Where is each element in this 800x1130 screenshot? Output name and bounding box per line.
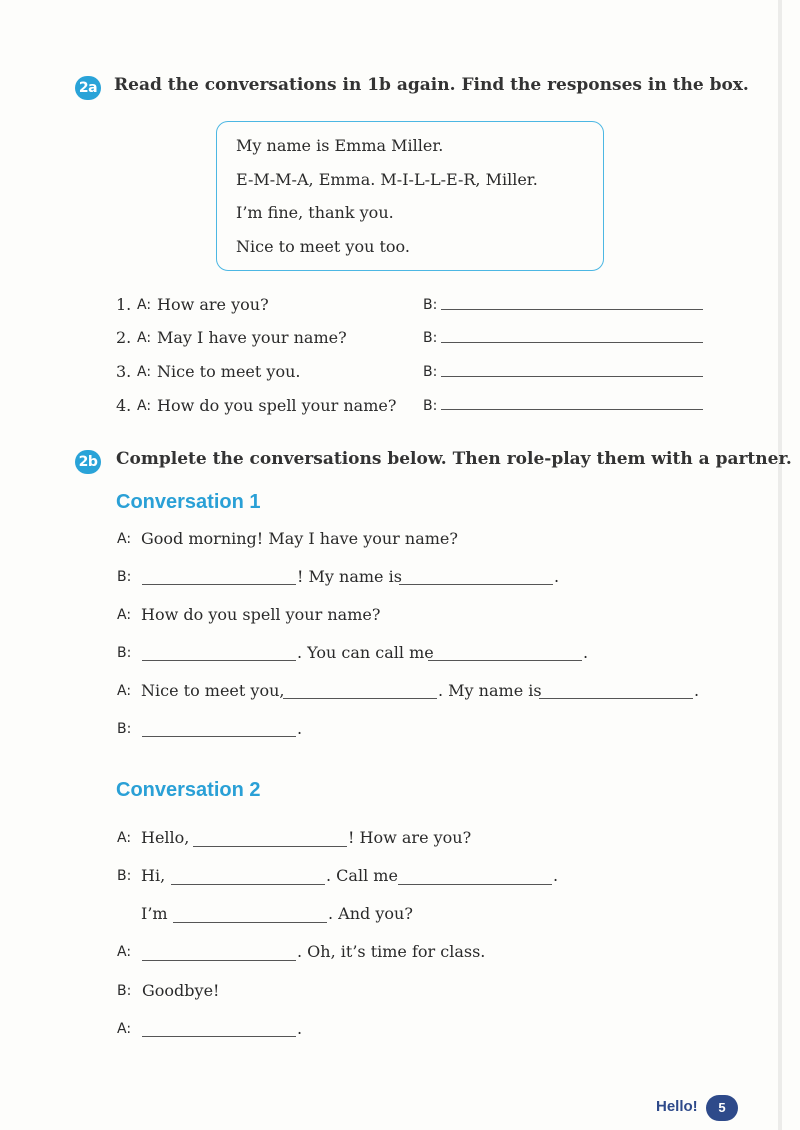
speaker: A: — [117, 607, 132, 623]
badge-2a: 2a — [75, 76, 101, 100]
conversation-1-title: Conversation 1 — [116, 491, 261, 513]
dialogue-text: I’m — [141, 904, 168, 923]
dialogue-text: . — [694, 681, 700, 700]
item-question: How do you spell your name? — [157, 396, 397, 415]
speaker: B: — [117, 983, 132, 999]
dialogue-text: . You can call me — [297, 643, 434, 662]
dialogue-text: . Call me — [326, 866, 398, 885]
fill-blank[interactable] — [428, 660, 582, 661]
answer-blank[interactable] — [441, 409, 703, 410]
dialogue-text: How do you spell your name? — [141, 605, 381, 624]
speaker: A: — [117, 944, 132, 960]
item-question: Nice to meet you. — [157, 362, 301, 381]
dialogue-text: . — [297, 1019, 303, 1038]
dialogue-text: ! How are you? — [348, 828, 472, 847]
fill-blank[interactable] — [283, 698, 437, 699]
answer-blank[interactable] — [441, 309, 703, 310]
item-question: May I have your name? — [157, 328, 347, 347]
box-line: E-M-M-A, Emma. M-I-L-L-E-R, Miller. — [236, 170, 538, 189]
page-number: 5 — [706, 1095, 738, 1121]
speaker-b: B: — [423, 330, 438, 346]
speaker-a: A: — [137, 364, 152, 380]
dialogue-text: . My name is — [438, 681, 542, 700]
answer-blank[interactable] — [441, 342, 703, 343]
speaker-a: A: — [137, 398, 152, 414]
instruction-2a: Read the conversations in 1b again. Find the responses in the box. — [114, 75, 749, 95]
dialogue-text: . And you? — [328, 904, 413, 923]
fill-blank[interactable] — [142, 960, 296, 961]
speaker-a: A: — [137, 297, 152, 313]
item-number: 1. — [116, 295, 132, 314]
fill-blank[interactable] — [399, 584, 553, 585]
fill-blank[interactable] — [142, 584, 296, 585]
fill-blank[interactable] — [142, 736, 296, 737]
speaker: A: — [117, 830, 132, 846]
speaker: B: — [117, 721, 132, 737]
dialogue-text: Hi, — [141, 866, 166, 885]
speaker: A: — [117, 683, 132, 699]
dialogue-text: . — [554, 567, 560, 586]
page-edge-shadow — [778, 0, 782, 1130]
dialogue-text: Hello, — [141, 828, 190, 847]
dialogue-text: . — [553, 866, 559, 885]
speaker-a: A: — [137, 330, 152, 346]
box-line: I’m fine, thank you. — [236, 203, 394, 222]
speaker-b: B: — [423, 297, 438, 313]
speaker-b: B: — [423, 398, 438, 414]
item-number: 3. — [116, 362, 132, 381]
badge-2b: 2b — [75, 450, 101, 474]
speaker: B: — [117, 868, 132, 884]
instruction-2b: Complete the conversations below. Then role-play them with a partner. — [116, 449, 792, 469]
conversation-2-title: Conversation 2 — [116, 779, 261, 801]
item-number: 4. — [116, 396, 132, 415]
unit-title: Hello! — [656, 1098, 698, 1115]
fill-blank[interactable] — [173, 922, 327, 923]
dialogue-text: ! My name is — [297, 567, 402, 586]
box-line: Nice to meet you too. — [236, 237, 410, 256]
box-line: My name is Emma Miller. — [236, 136, 444, 155]
dialogue-text: Good morning! May I have your name? — [141, 529, 458, 548]
fill-blank[interactable] — [539, 698, 693, 699]
dialogue-text: . Oh, it’s time for class. — [297, 942, 486, 961]
fill-blank[interactable] — [142, 660, 296, 661]
fill-blank[interactable] — [193, 846, 347, 847]
item-number: 2. — [116, 328, 132, 347]
fill-blank[interactable] — [398, 884, 552, 885]
dialogue-text: Goodbye! — [142, 981, 220, 1000]
speaker: A: — [117, 1021, 132, 1037]
fill-blank[interactable] — [142, 1036, 296, 1037]
answer-blank[interactable] — [441, 376, 703, 377]
item-question: How are you? — [157, 295, 269, 314]
speaker: B: — [117, 569, 132, 585]
speaker: B: — [117, 645, 132, 661]
fill-blank[interactable] — [171, 884, 325, 885]
dialogue-text: . — [583, 643, 589, 662]
speaker-b: B: — [423, 364, 438, 380]
dialogue-text: Nice to meet you, — [141, 681, 285, 700]
speaker: A: — [117, 531, 132, 547]
dialogue-text: . — [297, 719, 303, 738]
